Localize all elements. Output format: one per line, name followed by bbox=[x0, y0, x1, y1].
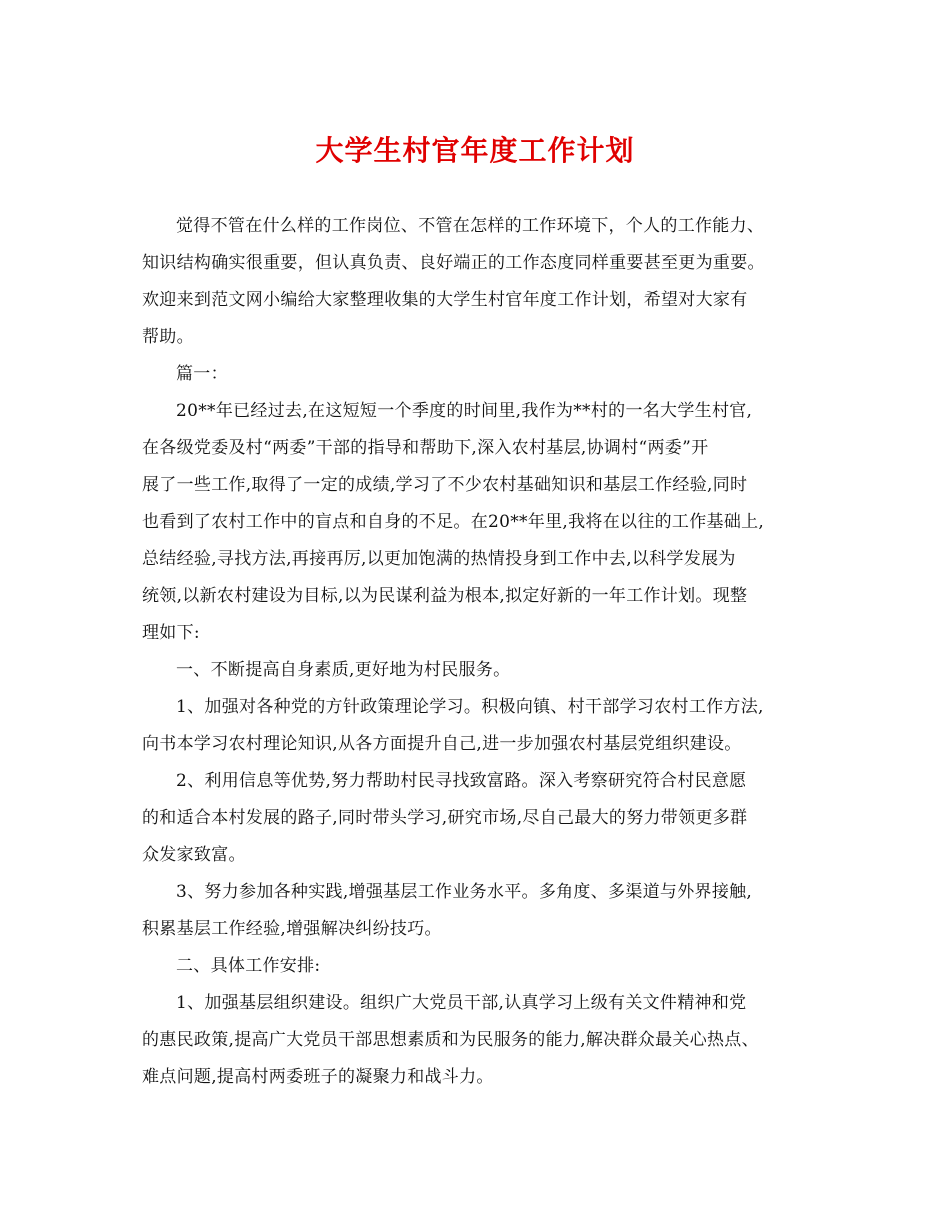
text-line: 众发家致富。 bbox=[142, 845, 246, 865]
text-line: 展了一些工作,取得了一定的成绩,学习了不少农村基础知识和基层工作经验,同时 bbox=[142, 475, 748, 495]
text-line: 的惠民政策,提高广大党员干部思想素质和为民服务的能力,解决群众最关心热点、 bbox=[142, 1030, 759, 1050]
text-line: 理如下: bbox=[142, 623, 200, 643]
text-line: 知识结构确实很重要，但认真负责、良好端正的工作态度同样重要甚至更为重要。 bbox=[142, 253, 765, 273]
text-line: 积累基层工作经验,增强解决纠纷技巧。 bbox=[142, 919, 442, 939]
text-line: 3、努力参加各种实践,增强基层工作业务水平。多角度、多渠道与外界接触, bbox=[176, 882, 753, 902]
text-line: 一、不断提高自身素质,更好地为村民服务。 bbox=[176, 660, 511, 680]
text-line: 20**年已经过去,在这短短一个季度的时间里,我作为**村的一名大学生村官, bbox=[176, 401, 753, 421]
text-line: 的和适合本村发展的路子,同时带头学习,研究市场,尽自己最大的努力带领更多群 bbox=[142, 808, 748, 828]
text-line: 难点问题,提高村两委班子的凝聚力和战斗力。 bbox=[142, 1067, 494, 1087]
text-line: 二、具体工作安排: bbox=[176, 956, 321, 976]
text-line: 在各级党委及村“两委”干部的指导和帮助下,深入农村基层,协调村“两委”开 bbox=[142, 438, 709, 458]
text-line: 向书本学习农村理论知识,从各方面提升自己,进一步加强农村基层党组织建设。 bbox=[142, 734, 742, 754]
text-line: 觉得不管在什么样的工作岗位、不管在怎样的工作环境下，个人的工作能力、 bbox=[176, 216, 765, 236]
text-line: 欢迎来到范文网小编给大家整理收集的大学生村官年度工作计划，希望对大家有 bbox=[142, 290, 748, 310]
text-line: 篇一： bbox=[176, 364, 228, 384]
document-body bbox=[142, 208, 822, 1096]
text-line: 也看到了农村工作中的盲点和自身的不足。在20**年里,我将在以往的工作基础上, bbox=[142, 512, 765, 532]
document-title: 大学生村官年度工作计划 bbox=[315, 134, 635, 167]
text-line: 总结经验,寻找方法,再接再厉,以更加饱满的热情投身到工作中去,以科学发展为 bbox=[142, 549, 736, 569]
text-line: 2、利用信息等优势,努力帮助村民寻找致富路。深入考察研究符合村民意愿 bbox=[176, 771, 747, 791]
text-line: 帮助。 bbox=[142, 327, 194, 347]
text-line: 统领,以新农村建设为目标,以为民谋利益为根本,拟定好新的一年工作计划。现整 bbox=[142, 586, 748, 606]
text-line: 1、加强基层组织建设。组织广大党员干部,认真学习上级有关文件精神和党 bbox=[176, 993, 747, 1013]
text-line: 1、加强对各种党的方针政策理论学习。积极向镇、村干部学习农村工作方法, bbox=[176, 697, 764, 717]
